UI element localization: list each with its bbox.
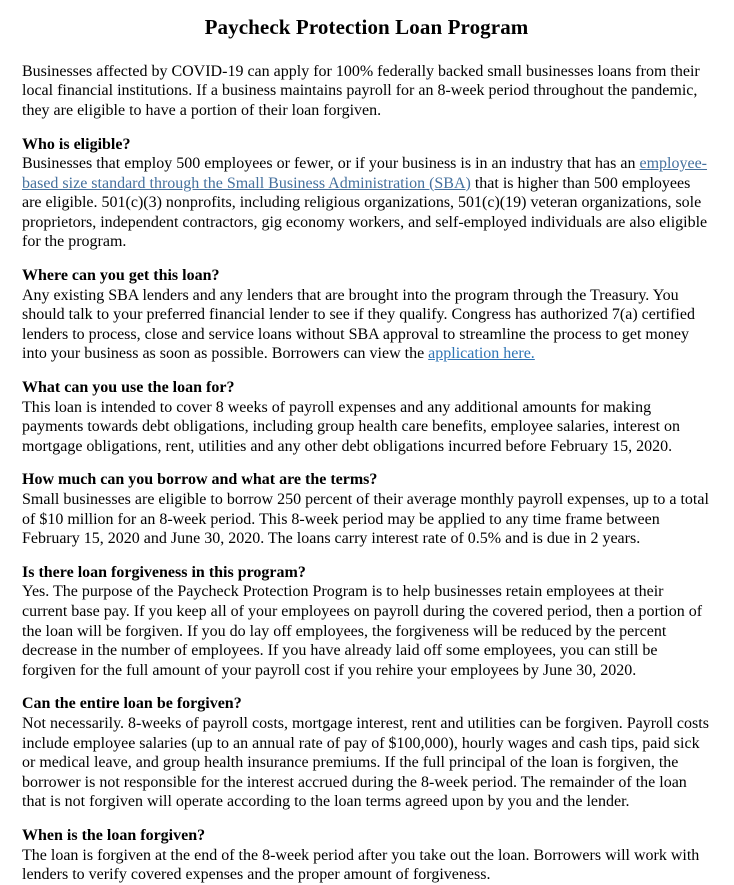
section-where-to-get-loan (22, 266, 711, 364)
section-loan-use (22, 378, 711, 456)
section-heading: Is there loan forgiveness in this program? (22, 563, 306, 581)
application-link[interactable]: application here. (428, 345, 535, 363)
body-text: Any existing SBA lenders and any lenders that are brought into the program through the Treasury. You should talk to your preferred financial lender to see if they qualify. Congress has authorized 7(a) certified lenders to process, close and service loans without SBA approval to streamline the process to get money into your business as soon as possible. Borrowers can view the (22, 286, 695, 363)
section-loan-forgiveness (22, 563, 711, 681)
section-body: This loan is intended to cover 8 weeks of payroll expenses and any additional amounts for making payments towards debt obligations, including group health care benefits, employee salaries, interest on mortgage obligations, rent, utilities and any other debt obligations incurred before February 15, 2020. (22, 398, 681, 455)
section-body: Small businesses are eligible to borrow 250 percent of their average monthly payroll expenses, up to a total of $10 million for an 8-week period. This 8-week period may be applied to any time frame between February 15, 2020 and June 30, 2020. The loans carry interest rate of 0.5% and is due in 2 years. (22, 491, 709, 548)
section-heading: Can the entire loan be forgiven? (22, 695, 242, 713)
section-entire-loan-forgiven (22, 694, 711, 812)
section-heading: Who is eligible? (22, 135, 131, 153)
section-who-is-eligible (22, 135, 711, 253)
intro-paragraph: Businesses affected by COVID-19 can apply for 100% federally backed small businesses loans from their local financial institutions. If a business maintains payroll for an 8-week period throughout the pandemic, they are eligible to have a portion of their loan forgiven. (22, 62, 700, 119)
section-body: Yes. The purpose of the Paycheck Protection Program is to help businesses retain employees at their current base pay. If you keep all of your employees on payroll during the covered period, then a portion of the loan will be forgiven. If you do lay off employees, the forgiveness will be reduced by the percent decrease in the number of employees. If you have already laid off some employees, you can still be forgiven for the full amount of your payroll cost if you rehire your employees by June 30, 2020. (22, 583, 703, 679)
sba-size-standard-link[interactable]: employee-based size standard through the Small Business Administration (SBA) (22, 155, 708, 192)
section-body: Not necessarily. 8-weeks of payroll costs, mortgage interest, rent and utilities can be forgiven. Payroll costs include employee salaries (up to an annual rate of pay of $100,000), hourly wages and cash tips, paid sick or medical leave, and group health insurance premiums. If the full principal of the loan is forgiven, the borrower is not responsible for the interest accrued during the 8-week period. The remainder of the loan that is not forgiven will operate according to the loan terms agreed upon by you and the lender. (22, 714, 709, 811)
body-text: Businesses that employ 500 employees or fewer, or if your business is in an industry that has an (22, 155, 640, 173)
section-heading: How much can you borrow and what are the terms? (22, 471, 378, 489)
section-body (22, 286, 711, 364)
section-borrow-terms (22, 470, 711, 548)
section-body: The loan is forgiven at the end of the 8-week period after you take out the loan. Borrowers will work with lenders to verify covered expenses and the proper amount of forgiveness. (22, 846, 700, 884)
section-body (22, 154, 711, 252)
section-heading: What can you use the loan for? (22, 379, 235, 397)
body-text: that is higher than 500 employees are eligible. 501(c)(3) nonprofits, including religious organizations, 501(c)(19) veteran organizations, sole proprietors, independent contractors, gig economy workers, and self-employed individuals are also eligible for the program. (22, 174, 708, 251)
section-heading: Where can you get this loan? (22, 267, 220, 285)
section-when-forgiven (22, 826, 711, 885)
section-heading: When is the loan forgiven? (22, 826, 206, 844)
page-title: Paycheck Protection Loan Program (204, 15, 529, 39)
